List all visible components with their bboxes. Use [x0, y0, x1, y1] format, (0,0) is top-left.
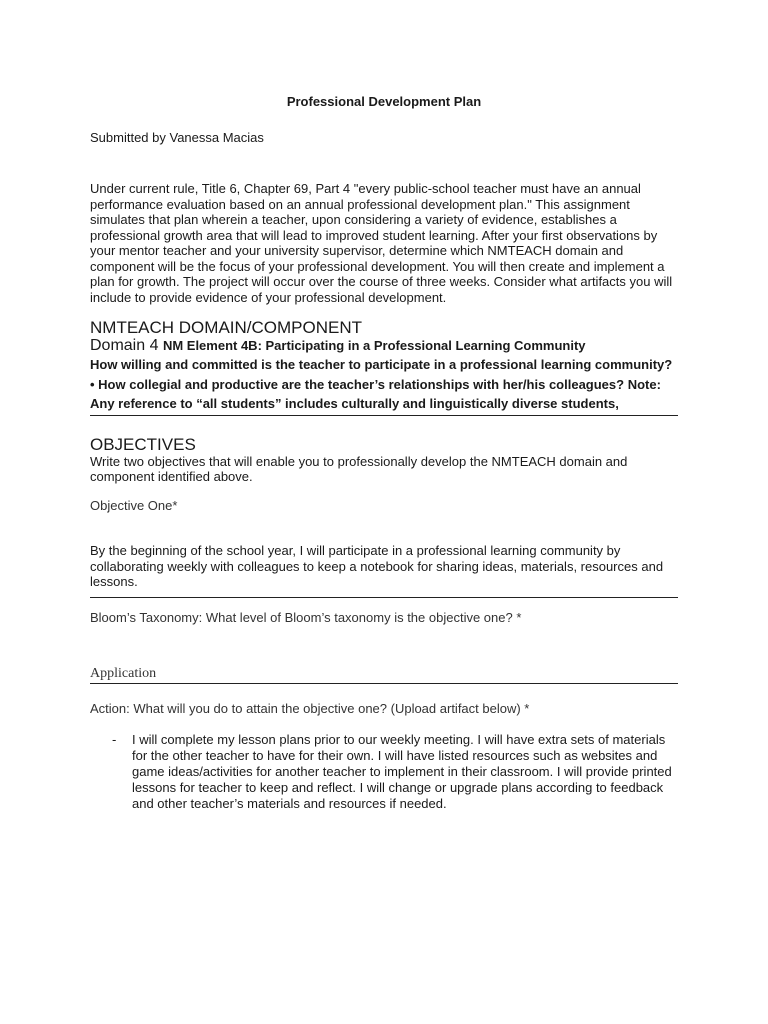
domain-question-3: Any reference to “all students” includes culturally and linguistically diverse students,: [90, 396, 619, 411]
blooms-question: Bloom’s Taxonomy: What level of Bloom’s taxonomy is the objective one? *: [90, 609, 522, 625]
objectives-intro: Write two objectives that will enable you to professionally develop the NMTEACH domain and component identified above.: [90, 453, 628, 484]
section-divider: [90, 415, 678, 416]
domain-question-1: How willing and committed is the teacher to participate in a professional learning community?: [90, 357, 673, 372]
domain-question-2: • How collegial and productive are the teacher’s relationships with her/his colleagues? Note:: [90, 376, 661, 392]
domain-line: [90, 337, 678, 355]
intro-paragraph: Under current rule, Title 6, Chapter 69, Part 4 "every public-school teacher must have an annual performance evaluation based on an annual professional development plan." This assignment simulates that plan wherein a teacher, upon considering a variety of evidence, establishes a professional growth area that will lead to improved student learning. After your first observations by your mentor teacher and your university supervisor, determine which NMTEACH domain and component will be the focus of your professional development. You will then create and implement a plan for growth. The project will occur over the course of three weeks. Consider what artifacts you will include to provide evidence of your professional development.: [90, 181, 673, 305]
document-content: [90, 90, 678, 812]
objective-divider: [90, 597, 678, 598]
domain-label: Domain 4: [90, 337, 159, 354]
objective-one-label: Objective One*: [90, 497, 178, 513]
objective-one-text: By the beginning of the school year, I will participate in a professional learning community by collaborating weekly with colleagues to keep a notebook for sharing ideas, materials, resources and lessons.: [90, 543, 664, 589]
domain-element: NM Element 4B: Participating in a Professional Learning Community: [162, 338, 586, 353]
action-question: Action: What will you do to attain the objective one? (Upload artifact below) *: [90, 701, 530, 716]
action-answer: I will complete my lesson plans prior to our weekly meeting. I will have extra sets of materials for the other teacher to have for their own. I will have listed resources such as websites and game ideas/activities for another teacher to implement in their classroom. I will provide printed lessons for teacher to keep and reflect. I will change or upgrade plans according to feedback and other teacher’s materials and resources if needed.: [132, 731, 672, 811]
document-title: Professional Development Plan: [286, 94, 482, 109]
action-bullet: [90, 732, 678, 812]
bullet-marker: -: [112, 731, 117, 747]
application-heading: Application: [90, 666, 157, 681]
objectives-heading: OBJECTIVES: [90, 434, 196, 454]
domain-heading: NMTEACH DOMAIN/COMPONENT: [90, 318, 362, 337]
submitted-by: Submitted by Vanessa Macias: [90, 130, 264, 145]
application-divider: [90, 683, 678, 684]
